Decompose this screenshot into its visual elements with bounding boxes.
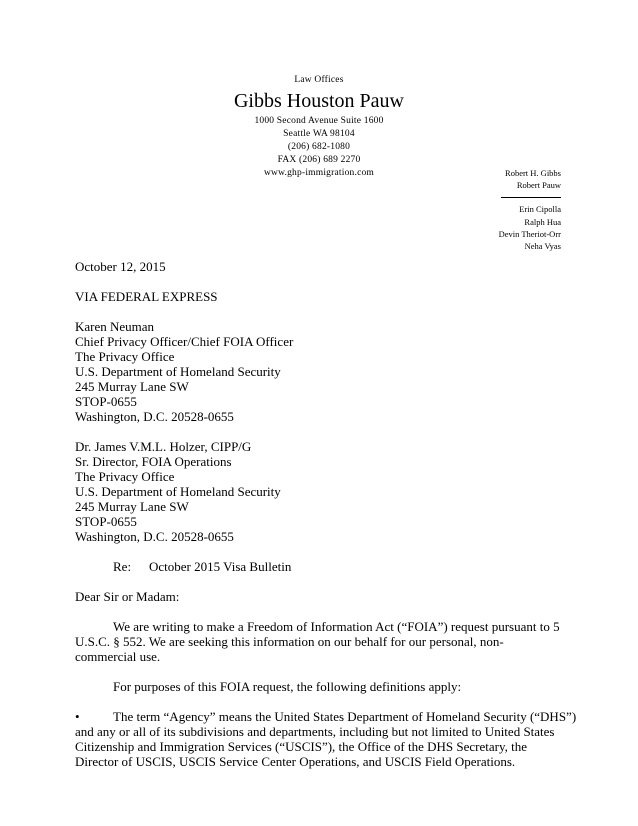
firm-website: www.ghp-immigration.com [263,168,375,178]
attorney-name: Neha Vyas [524,241,561,252]
recipient-line: Karen Neuman [75,319,155,334]
recipient-line: Washington, D.C. 20528-0655 [75,529,234,544]
letter-date: October 12, 2015 [75,259,166,274]
re-line [75,559,565,574]
attorney-name: Robert H. Gibbs [505,168,561,178]
recipient-line: STOP-0655 [75,394,137,409]
re-label: Re: [113,559,132,574]
bullet-continuation: and any or all of its subdivisions and departments, including but not limited to United States Citizenship and Immigration Services (“USCIS”), the Office of the DHS Secretary, the Director of USCIS, USCIS Service Center Operations, and USCIS Field Operations. [75,724,555,769]
recipient-line: 245 Murray Lane SW [75,499,189,514]
letterhead-top-line: Law Offices [294,75,344,85]
salutation: Dear Sir or Madam: [75,589,180,604]
delivery-method: VIA FEDERAL EXPRESS [75,289,218,304]
recipient-line: The Privacy Office [75,349,175,364]
attorney-divider [501,197,561,198]
recipient-line: U.S. Department of Homeland Security [75,364,281,379]
attorney-name: Robert Pauw [516,180,561,191]
recipient-line: Sr. Director, FOIA Operations [75,454,232,469]
recipient-line: STOP-0655 [75,514,137,529]
bullet-marker: • [75,709,80,724]
firm-fax: FAX (206) 689 2270 [277,155,361,165]
firm-address: 1000 Second Avenue Suite 1600 [254,116,384,126]
attorney-list [499,167,561,252]
recipient-line: Dr. James V.M.L. Holzer, CIPP/G [75,439,252,454]
recipient-line: Chief Privacy Officer/Chief FOIA Officer [75,334,294,349]
re-subject: October 2015 Visa Bulletin [149,559,292,574]
firm-phone: (206) 682-1080 [287,142,351,152]
attorney-name: Ralph Hua [524,216,561,227]
definition-bullet [75,709,577,769]
paragraph-request: We are writing to make a Freedom of Information Act (“FOIA”) request pursuant to 5 U.S.C. § 552. We are seeking this information on our behalf for our personal, non-commercial use. [75,619,560,664]
paragraph-definitions: For purposes of this FOIA request, the following definitions apply: [113,679,462,694]
firm-city: Seattle WA 98104 [283,129,355,139]
letter-body [75,259,577,769]
recipient-block-2 [75,439,565,544]
recipient-line: The Privacy Office [75,469,175,484]
recipient-line: Washington, D.C. 20528-0655 [75,409,234,424]
recipient-line: 245 Murray Lane SW [75,379,189,394]
recipient-block-1 [75,319,565,424]
attorney-name: Erin Cipolla [519,204,561,215]
letterhead [0,74,638,180]
attorney-name: Devin Theriot-Orr [498,228,561,239]
recipient-line: U.S. Department of Homeland Security [75,484,281,499]
firm-name: Gibbs Houston Pauw [233,90,404,112]
bullet-first-line: The term “Agency” means the United States Department of Homeland Security (“DHS”) [113,709,577,724]
